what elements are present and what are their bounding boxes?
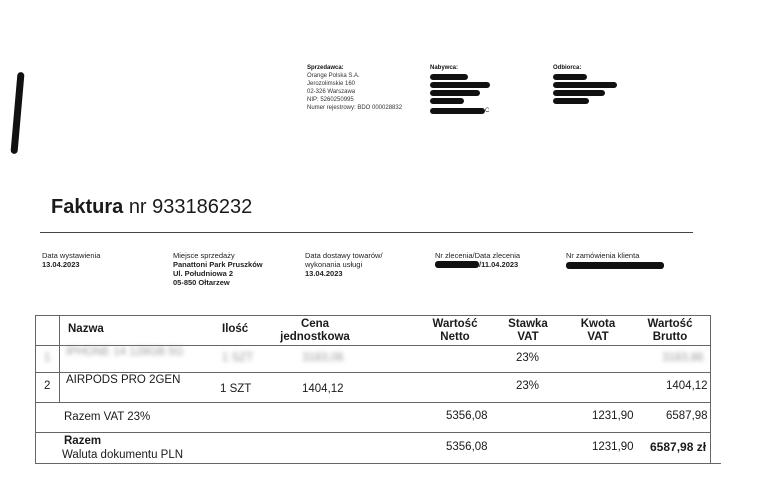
sale-place-line: 05-850 Ołtarzew (173, 278, 230, 287)
header-gross-line: Brutto (652, 331, 688, 343)
header-vat-line: VAT (587, 331, 609, 343)
header-vat (568, 318, 628, 344)
table-divider (35, 432, 711, 433)
row-name: IPHONE 14 128GB 5G (66, 346, 184, 358)
invoice-number: nr 933186232 (128, 196, 253, 218)
vat-summary-gross: 6587,98 (666, 410, 708, 422)
client-order-label: Nr zamówienia klienta (566, 251, 640, 260)
seller-line: 02-326 Warszawa (307, 89, 356, 95)
header-qty: Ilość (222, 323, 249, 335)
order-value: /11.04.2023 (479, 260, 519, 269)
header-vat-line: Kwota (580, 318, 616, 330)
row-qty: 1 SZT (220, 383, 252, 395)
issue-date-value: 13.04.2023 (42, 260, 80, 269)
vat-summary-net: 5356,08 (446, 410, 488, 422)
header-price-line: Cena (300, 318, 330, 330)
sale-place-line: Panattoni Park Pruszków (173, 260, 263, 269)
header-rate-line: VAT (517, 331, 539, 343)
row-price: 3183,06 (302, 352, 344, 364)
invoice-title-word: Faktura (51, 196, 124, 218)
header-name: Nazwa (68, 323, 104, 335)
seller-line: Orange Polska S.A. (307, 73, 360, 79)
order-label: Nr zlecenia/Data zlecenia (435, 251, 521, 260)
header-price (270, 318, 360, 344)
table-divider (35, 402, 711, 403)
row-name: AIRPODS PRO 2GEN (66, 374, 181, 386)
issue-date-label: Data wystawienia (42, 251, 101, 260)
row-rate: 23% (516, 352, 540, 364)
table-border-top (35, 315, 711, 316)
header-rate-line: Stawka (508, 318, 548, 330)
header-net-line: Netto (440, 331, 470, 343)
header-rate (498, 318, 558, 344)
total-label: Razem (64, 435, 102, 447)
header-net-line: Wartość (432, 318, 478, 330)
row-gross: 3183,86 (662, 352, 704, 364)
total-vat: 1231,90 (592, 441, 634, 453)
header-price-line: jednostkowa (280, 331, 350, 343)
delivery-label-2: wykonania usługi (305, 260, 363, 269)
row-price: 1404,12 (302, 383, 344, 395)
table-border-left (35, 315, 36, 463)
row-qty: 1 SZT (222, 352, 254, 364)
header-gross-line: Wartość (647, 318, 693, 330)
sale-place-line: Ul. Południowa 2 (173, 269, 234, 278)
header-gross (640, 318, 700, 344)
table-divider (35, 372, 711, 373)
row-lp: 2 (44, 380, 51, 392)
delivery-date-value: 13.04.2023 (305, 269, 343, 278)
seller-line: NIP: 5260250995 (307, 97, 354, 103)
seller-heading: Sprzedawca: (307, 65, 344, 71)
total-net: 5356,08 (446, 441, 488, 453)
buyer-suffix: C (485, 108, 490, 114)
table-divider (59, 315, 60, 402)
seller-line: Jerozolimskie 160 (307, 81, 356, 87)
header-net (425, 318, 485, 344)
total-currency: Waluta dokumentu PLN (62, 449, 184, 461)
total-gross: 6587,98 zł (650, 440, 707, 454)
row-rate: 23% (516, 380, 540, 392)
delivery-label-1: Data dostawy towarów/ (305, 251, 383, 260)
sale-place-label: Miejsce sprzedaży (173, 251, 235, 260)
table-border-right (710, 315, 711, 463)
recipient-heading: Odbiorca: (553, 65, 582, 71)
row-gross: 1404,12 (666, 380, 708, 392)
row-lp: 1 (44, 352, 51, 364)
table-border-bottom (35, 463, 721, 464)
buyer-heading: Nabywca: (430, 65, 459, 71)
vat-summary-label: Razem VAT 23% (64, 411, 151, 423)
vat-summary-vat: 1231,90 (592, 410, 634, 422)
seller-line: Numer rejestrowy: BDO 000028832 (307, 105, 403, 111)
